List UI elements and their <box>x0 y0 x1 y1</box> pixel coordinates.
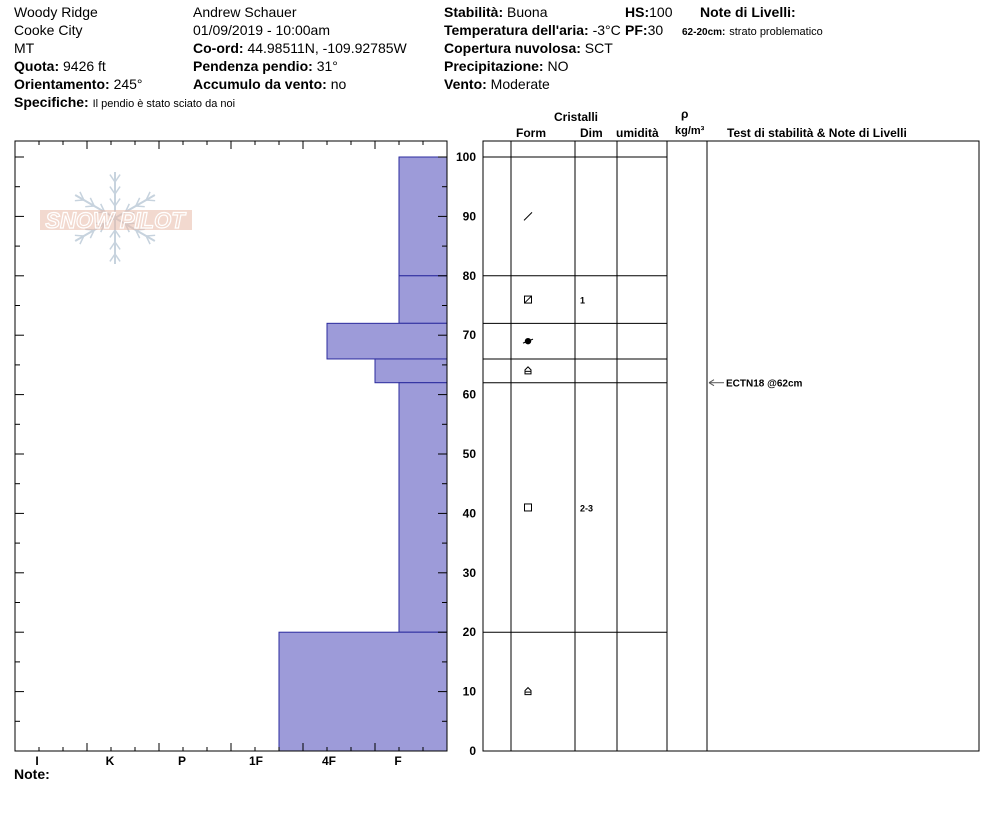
layer-notes-label: Note di Livelli: <box>700 4 796 20</box>
date-time: 01/09/2019 - 10:00am <box>193 22 330 38</box>
specifics-label: Specifiche: <box>14 94 89 110</box>
notes-label: Note: <box>14 766 50 782</box>
tests-header: Test di stabilità & Note di Livelli <box>727 126 907 140</box>
faceted-rounded-icon <box>525 296 532 303</box>
form-header: Form <box>516 126 546 140</box>
y-tick-label: 80 <box>462 268 476 283</box>
hs-value: 100 <box>649 4 673 20</box>
y-tick-label: 60 <box>462 387 476 402</box>
snowpilot-logo <box>40 172 192 264</box>
pf-label: PF: <box>625 22 648 38</box>
elevation-value: 9426 ft <box>63 58 106 74</box>
y-tick-label: 20 <box>462 625 476 640</box>
snowflake-branch <box>136 206 145 207</box>
wind-value: Moderate <box>490 76 550 92</box>
faceted-icon <box>525 504 532 511</box>
stability-test-label: ECTN18 @62cm <box>726 378 803 390</box>
snowflake-branch <box>75 235 84 236</box>
air-temp-label: Temperatura dell'aria: <box>444 22 589 38</box>
state-name: MT <box>14 40 35 56</box>
diagonal-stroke <box>525 296 532 303</box>
layer-table-frame <box>483 141 979 751</box>
precip-value: NO <box>547 58 569 74</box>
hardness-bar <box>399 276 447 324</box>
y-tick-label: 70 <box>462 328 476 343</box>
slope-label: Pendenza pendio: <box>193 58 313 74</box>
square-outline <box>525 504 532 511</box>
y-tick-label: 100 <box>455 150 476 164</box>
snowflake-branch <box>146 235 155 236</box>
stability-label: Stabilità: <box>444 4 504 20</box>
rho-header: ρ <box>681 107 689 121</box>
hoar-outline <box>525 367 531 374</box>
snowflake-branch <box>75 200 84 201</box>
hardness-scale-label: F <box>394 754 402 768</box>
moisture-header: umidità <box>616 126 659 140</box>
hardness-scale-label: 4F <box>321 754 337 768</box>
snowflake-branch <box>85 206 94 207</box>
specifics-value: Il pendio è stato sciato da noi <box>92 98 236 110</box>
depth-hoar-icon <box>525 367 531 374</box>
stability-value: Buona <box>507 4 548 20</box>
grain-size-label: 1 <box>580 295 586 306</box>
hardness-bar <box>399 383 447 632</box>
slash-icon <box>524 212 532 220</box>
hardness-scale-label: I <box>35 754 39 768</box>
location-name: Woody Ridge <box>14 4 98 20</box>
y-tick-label: 0 <box>469 744 476 758</box>
snowpilot-logo-text: SNOW PILOT <box>45 208 185 233</box>
wind-label: Vento: <box>444 76 487 92</box>
coord-value: 44.98511N, -109.92785W <box>247 40 407 56</box>
hardness-scale-label: P <box>177 754 187 768</box>
crystals-header: Cristalli <box>554 110 599 124</box>
wind-load-label: Accumulo da vento: <box>193 76 327 92</box>
slash-stroke <box>524 212 532 220</box>
size-header: Dim <box>580 126 603 140</box>
hs-label: HS: <box>625 4 650 20</box>
coord-label: Co-ord: <box>193 40 244 56</box>
hardness-bar <box>279 632 447 751</box>
pf-value: 30 <box>647 22 664 38</box>
aspect-value: 245° <box>113 76 143 92</box>
observer-name: Andrew Schauer <box>193 4 297 20</box>
air-temp-value: -3°C <box>592 22 621 38</box>
hardness-scale-label: 1F <box>248 754 264 768</box>
y-tick-label: 10 <box>462 684 476 699</box>
filled-dot-icon <box>523 338 533 344</box>
hoar-outline <box>525 688 531 695</box>
wind-load-value: no <box>330 76 347 92</box>
elevation-label: Quota: <box>14 58 60 74</box>
y-tick-label: 90 <box>462 209 476 224</box>
depth-hoar-icon <box>525 688 531 695</box>
hardness-scale-label: K <box>105 754 115 768</box>
hardness-bar <box>375 359 447 383</box>
precip-label: Precipitazione: <box>444 58 544 74</box>
hardness-bar <box>327 323 447 359</box>
city-name: Cooke City <box>14 22 83 38</box>
layer-note-range: 62-20cm: <box>682 27 726 38</box>
aspect-label: Orientamento: <box>14 76 110 92</box>
layer-note-text: strato problematico <box>729 26 823 38</box>
sky-value: SCT <box>584 40 613 56</box>
y-tick-label: 50 <box>462 447 476 461</box>
grain-size-label: 2-3 <box>580 503 594 514</box>
density-header: kg/m³ <box>675 125 705 137</box>
y-tick-label: 40 <box>462 506 476 521</box>
sky-label: Copertura nuvolosa: <box>444 40 581 56</box>
slope-value: 31° <box>316 58 338 74</box>
y-tick-label: 30 <box>462 565 476 580</box>
snowflake-branch <box>146 200 155 201</box>
